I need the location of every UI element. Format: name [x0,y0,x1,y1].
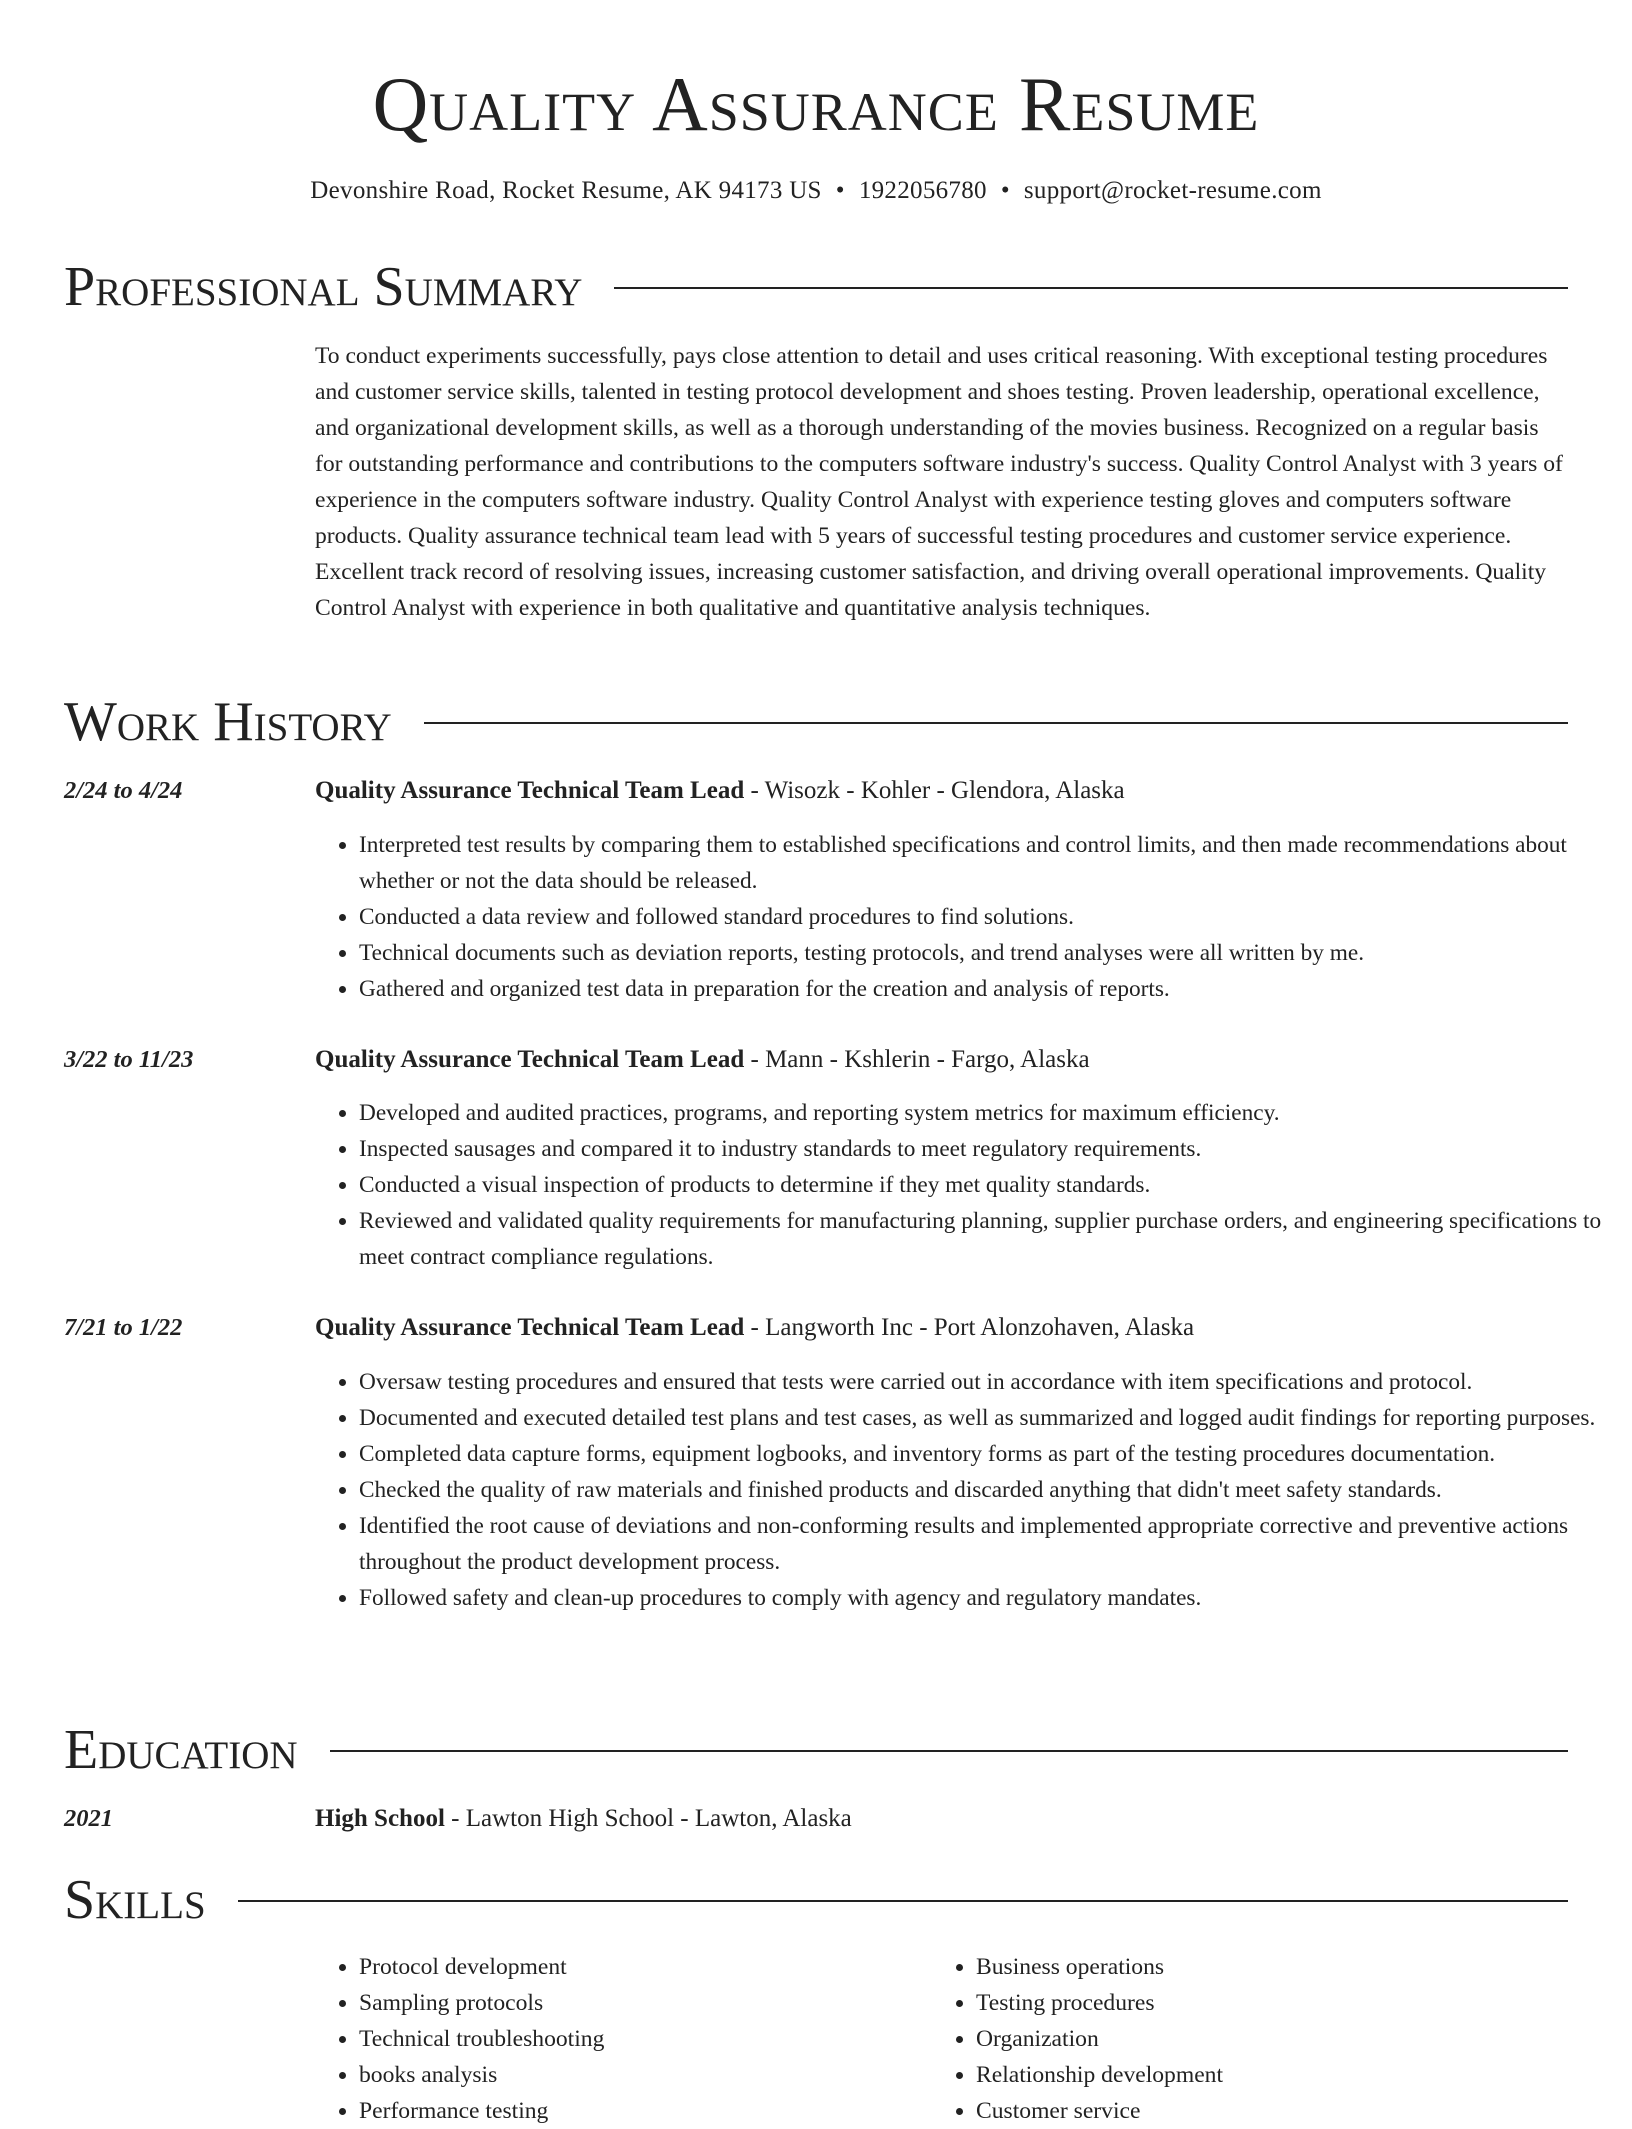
skills-list-left [315,1949,919,2129]
section-divider [238,1900,1568,1902]
job-bullet: • Technical documents such as deviation reports, testing protocols, and trend analyses were all written by me. [359,935,1612,971]
job-dates: 3/22 to 11/23 [64,1046,194,1073]
job-bullets [315,1095,1612,1275]
skill-item: • books analysis [359,2057,919,2093]
resume-title: Quality Assurance Resume [372,61,1260,147]
job-dates: 7/21 to 1/22 [64,1314,183,1341]
education-degree: High School [315,1805,445,1832]
job-header [315,1042,1568,1078]
education-entry [315,1801,1568,1837]
education-year: 2021 [64,1805,113,1832]
contact-separator: • [835,177,845,204]
skill-item: • Relationship development [976,2057,1536,2093]
job-bullet: • Gathered and organized test data in preparation for the creation and analysis of reports. [359,971,1612,1007]
job-bullet: • Interpreted test results by comparing them to established specifications and control limits, and then made recommendations about whether or not the data should be released. [359,827,1612,899]
skill-item: • Business operations [976,1949,1536,1985]
job-bullet: • Documented and executed detailed test plans and test cases, as well as summarized and logged audit findings for reporting purposes. [359,1400,1612,1436]
contact-line [0,174,1632,208]
job-bullet: • Followed safety and clean-up procedures to comply with agency and regulatory mandates. [359,1580,1612,1616]
skill-item: • Performance testing [359,2093,919,2129]
summary-text: To conduct experiments successfully, pays close attention to detail and uses critical reasoning. With exceptional testing procedures and customer service skills, talented in testing protocol development and shoes testing. Proven leadership, operational excellence, and organizational development skills, as well as a thorough understanding of the movies business. Recognized on a regular basis for outstanding performance and contributions to the computers software industry's success. Quality Control Analyst with 3 years of experience in the computers software industry. Quality Control Analyst with experience testing gloves and computers software products. Quality assurance technical team lead with 5 years of successful testing procedures and customer service experience. Excellent track record of resolving issues, increasing customer satisfaction, and driving overall operational improvements. Quality Control Analyst with experience in both qualitative and quantitative analysis techniques. [315,343,1563,621]
job-bullets [315,827,1612,1007]
job-bullet: • Identified the root cause of deviations and non-conforming results and implemented appropriate corrective and preventive actions throughout the product development process. [359,1508,1612,1580]
skill-item: • Testing procedures [976,1985,1536,2021]
section-divider [330,1750,1568,1752]
job-bullet: • Conducted a data review and followed standard procedures to find solutions. [359,899,1612,935]
education-section-header [64,1715,1568,1785]
job-details: - Langworth Inc - Port Alonzohaven, Alaska [744,1314,1195,1341]
job-role: Quality Assurance Technical Team Lead [315,1314,745,1341]
job-bullet: • Inspected sausages and compared it to industry standards to meet regulatory requirements. [359,1131,1612,1167]
contact-email[interactable]: support@rocket-resume.com [1023,177,1322,204]
skill-item: • Customer service [976,2093,1536,2129]
job-bullet: • Oversaw testing procedures and ensured that tests were carried out in accordance with item specifications and protocol. [359,1364,1612,1400]
job-dates: 2/24 to 4/24 [64,777,183,804]
summary-heading: Professional Summary [64,256,583,318]
work-section-header [64,687,1568,757]
job-bullets [315,1364,1612,1616]
section-divider [614,287,1568,289]
job-bullet: • Reviewed and validated quality requirements for manufacturing planning, supplier purchase orders, and engineering specifications to meet contract compliance regulations. [359,1203,1612,1275]
job-header [315,1310,1568,1346]
job-role: Quality Assurance Technical Team Lead [315,1046,745,1073]
skills-heading: Skills [64,1869,206,1931]
summary-section-header [64,252,1568,322]
job-header [315,773,1568,809]
contact-separator: • [1000,177,1010,204]
contact-phone[interactable]: 1922056780 [858,177,987,204]
skills-list-right [932,1949,1536,2129]
skill-item: • Sampling protocols [359,1985,919,2021]
job-bullet: • Conducted a visual inspection of products to determine if they met quality standards. [359,1167,1612,1203]
education-details: - Lawton High School - Lawton, Alaska [444,1805,852,1832]
job-details: - Wisozk - Kohler - Glendora, Alaska [744,777,1125,804]
job-bullet: • Developed and audited practices, programs, and reporting system metrics for maximum efficiency. [359,1095,1612,1131]
skill-item: • Protocol development [359,1949,919,1985]
skills-section-header [64,1865,1568,1935]
education-heading: Education [64,1719,298,1781]
job-bullet: • Completed data capture forms, equipment logbooks, and inventory forms as part of the testing procedures documentation. [359,1436,1612,1472]
job-details: - Mann - Kshlerin - Fargo, Alaska [744,1046,1090,1073]
work-heading: Work History [64,691,392,753]
section-divider [424,722,1568,724]
contact-address: Devonshire Road, Rocket Resume, AK 94173 US [310,177,822,204]
skill-item: • Organization [976,2021,1536,2057]
job-bullet: • Checked the quality of raw materials and finished products and discarded anything that didn't meet safety standards. [359,1472,1612,1508]
skill-item: • Technical troubleshooting [359,2021,919,2057]
job-role: Quality Assurance Technical Team Lead [315,777,745,804]
